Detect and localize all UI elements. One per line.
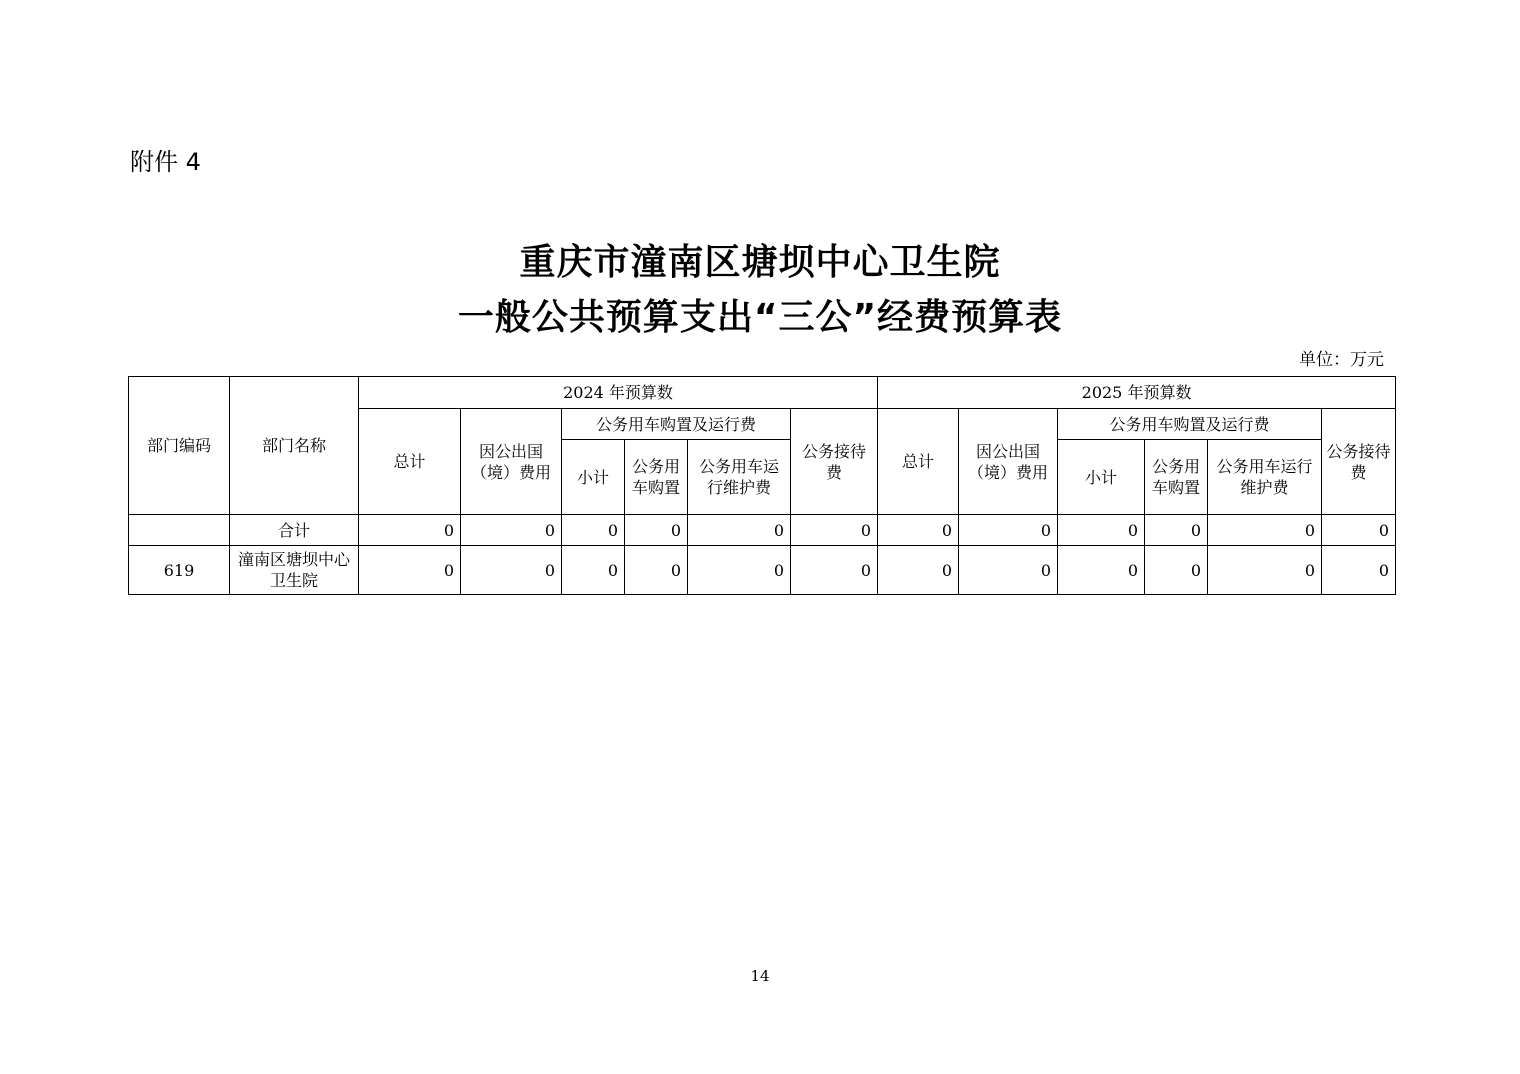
row-dept-2024-abroad: 0: [461, 546, 562, 595]
row-dept-2024-subtotal: 0: [562, 546, 625, 595]
row-dept-2025-subtotal: 0: [1058, 546, 1145, 595]
header-row-1: [129, 377, 1396, 409]
header-2025-subtotal: 小计: [1058, 440, 1145, 515]
header-2025-total: 总计: [878, 409, 959, 515]
header-2024-vehicle-purchase: 公务用车购置: [625, 440, 688, 515]
row-total-2024-vehicle-purchase: 0: [625, 515, 688, 546]
document-title-line1: 重庆市潼南区塘坝中心卫生院: [519, 242, 1001, 283]
table-row-total: [129, 515, 1396, 546]
row-dept-2024-vehicle-operation: 0: [688, 546, 791, 595]
header-2024-reception: 公务接待费: [791, 409, 878, 515]
header-dept-name: 部门名称: [230, 377, 359, 515]
attachment-label: 附件 4: [130, 148, 201, 176]
row-dept-2025-reception: 0: [1322, 546, 1396, 595]
header-2025-reception: 公务接待费: [1322, 409, 1396, 515]
document-title-line2: 一般公共预算支出“三公”经费预算表: [457, 297, 1063, 338]
unit-label: 单位：万元: [1299, 350, 1384, 370]
row-total-2024-reception: 0: [791, 515, 878, 546]
header-2025-vehicle-group: 公务用车购置及运行费: [1058, 409, 1322, 440]
row-dept-name: 潼南区塘坝中心卫生院: [230, 546, 359, 595]
row-total-2024-abroad: 0: [461, 515, 562, 546]
row-dept-2025-vehicle-operation: 0: [1208, 546, 1322, 595]
row-total-name: 合计: [230, 515, 359, 546]
row-total-2024-vehicle-operation: 0: [688, 515, 791, 546]
row-dept-code: 619: [129, 546, 230, 595]
header-2024-abroad: 因公出国（境）费用: [461, 409, 562, 515]
page-number: 14: [750, 967, 770, 985]
row-dept-2025-vehicle-purchase: 0: [1145, 546, 1208, 595]
header-2024-vehicle-group: 公务用车购置及运行费: [562, 409, 791, 440]
row-total-2025-vehicle-operation: 0: [1208, 515, 1322, 546]
row-total-2025-subtotal: 0: [1058, 515, 1145, 546]
row-total-2025-vehicle-purchase: 0: [1145, 515, 1208, 546]
row-total-2025-abroad: 0: [959, 515, 1058, 546]
row-dept-2025-total: 0: [878, 546, 959, 595]
budget-table: [128, 376, 1396, 595]
row-total-2025-reception: 0: [1322, 515, 1396, 546]
row-total-2024-total: 0: [359, 515, 461, 546]
header-2024-vehicle-operation: 公务用车运行维护费: [688, 440, 791, 515]
header-2025-abroad: 因公出国（境）费用: [959, 409, 1058, 515]
row-total-2024-subtotal: 0: [562, 515, 625, 546]
row-dept-2025-abroad: 0: [959, 546, 1058, 595]
row-dept-2024-total: 0: [359, 546, 461, 595]
header-2025-vehicle-operation: 公务用车运行维护费: [1208, 440, 1322, 515]
header-dept-code: 部门编码: [129, 377, 230, 515]
header-2024-subtotal: 小计: [562, 440, 625, 515]
row-dept-2024-reception: 0: [791, 546, 878, 595]
header-2025-budget: 2025 年预算数: [878, 377, 1396, 409]
table-row-dept: [129, 546, 1396, 595]
header-2025-vehicle-purchase: 公务用车购置: [1145, 440, 1208, 515]
header-2024-total: 总计: [359, 409, 461, 515]
row-total-2025-total: 0: [878, 515, 959, 546]
row-dept-2024-vehicle-purchase: 0: [625, 546, 688, 595]
row-total-code: [129, 515, 230, 546]
header-2024-budget: 2024 年预算数: [359, 377, 878, 409]
